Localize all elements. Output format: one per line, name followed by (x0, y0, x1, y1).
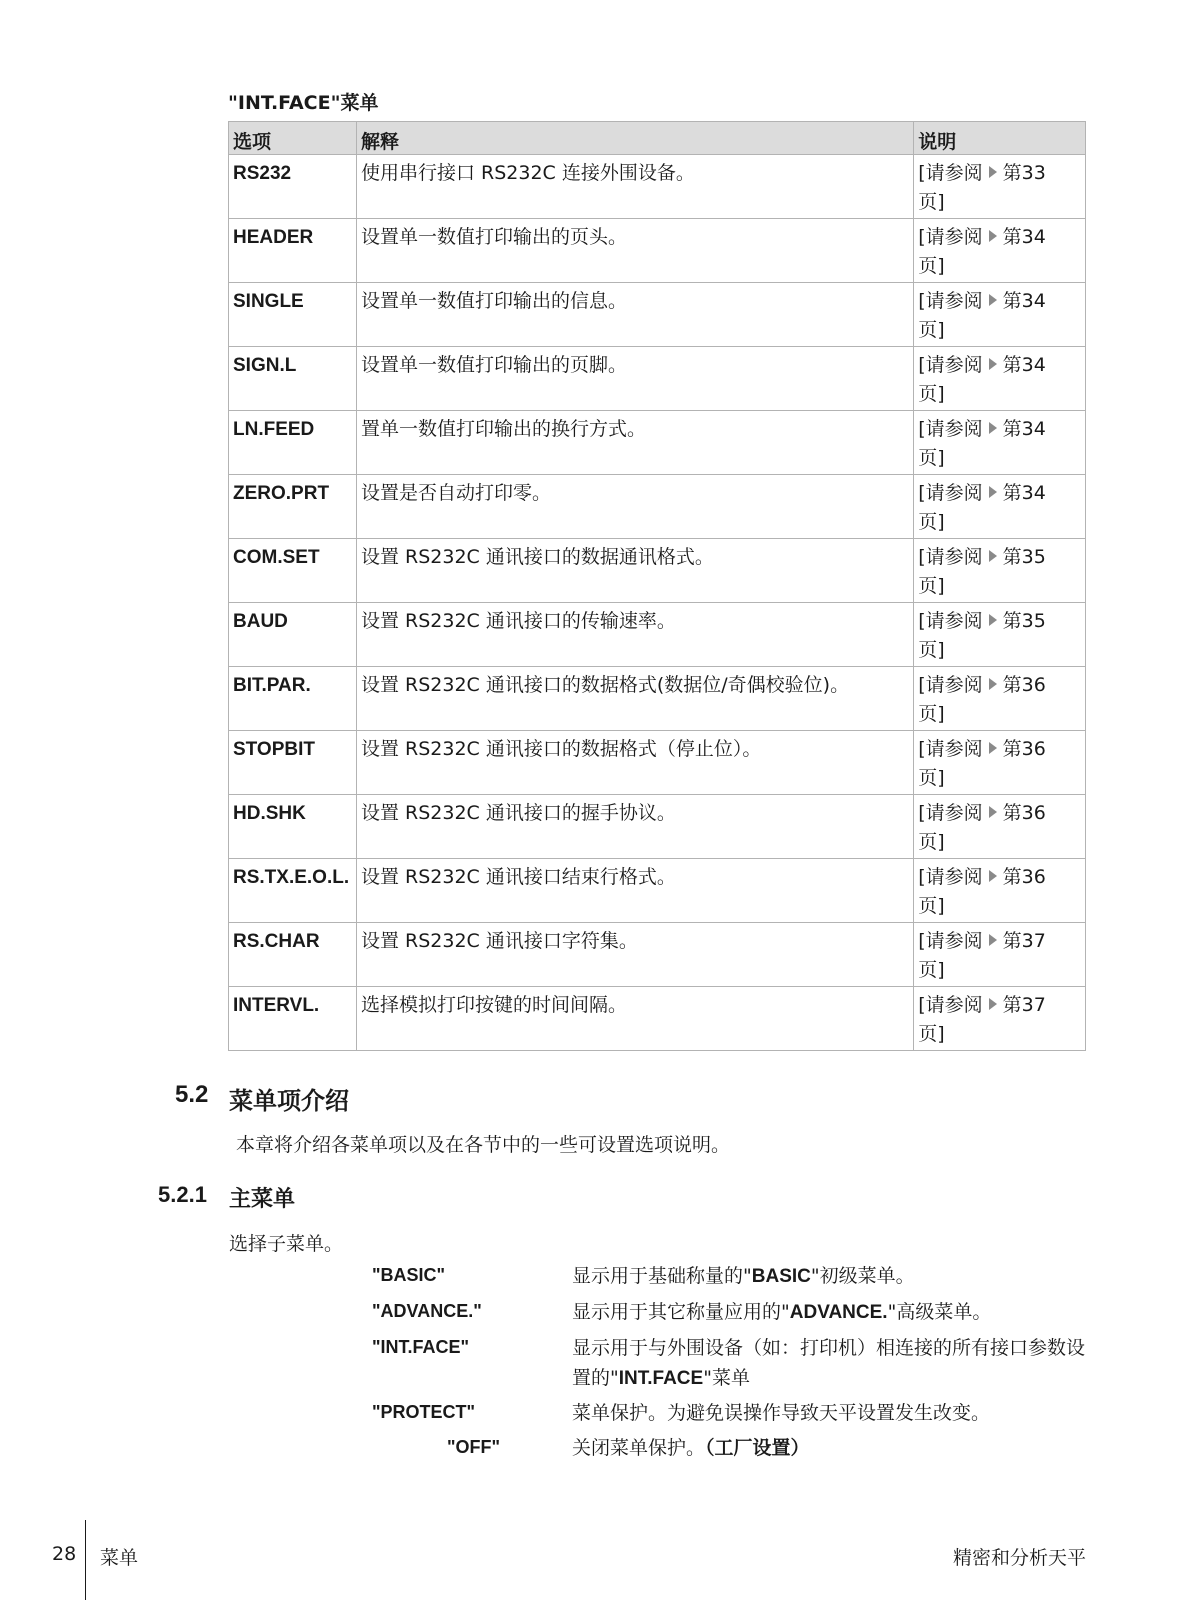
description-cell: 选择模拟打印按键的时间间隔。 (356, 987, 913, 1051)
reference-suffix: 页] (918, 575, 945, 597)
reference-page[interactable]: 第34 (1002, 226, 1046, 248)
reference-cell (914, 155, 1086, 219)
reference-prefix: [请参阅 (918, 610, 983, 632)
reference-suffix: 页] (918, 255, 945, 277)
header-description: 解释 (356, 122, 913, 155)
arrow-right-icon (989, 614, 997, 626)
section-title: 菜单项介绍 (229, 1087, 349, 1115)
table-row (229, 219, 1086, 283)
option-cell: SIGN.L (229, 347, 357, 411)
table-row (229, 347, 1086, 411)
description-cell: 设置单一数值打印输出的页头。 (356, 219, 913, 283)
reference-prefix: [请参阅 (918, 226, 983, 248)
table-row (229, 987, 1086, 1051)
table-header-row (229, 122, 1086, 155)
reference-suffix: 页] (918, 191, 945, 213)
reference-cell (914, 667, 1086, 731)
arrow-right-icon (989, 486, 997, 498)
reference-page[interactable]: 第36 (1002, 674, 1046, 696)
reference-page[interactable]: 第36 (1002, 866, 1046, 888)
reference-suffix: 页] (918, 959, 945, 981)
table-row (229, 795, 1086, 859)
reference-suffix: 页] (918, 639, 945, 661)
reference-prefix: [请参阅 (918, 162, 983, 184)
table-row (229, 475, 1086, 539)
option-cell: SINGLE (229, 283, 357, 347)
reference-cell (914, 539, 1086, 603)
arrow-right-icon (989, 166, 997, 178)
description-cell: 设置是否自动打印零。 (356, 475, 913, 539)
reference-suffix: 页] (918, 511, 945, 533)
reference-cell (914, 987, 1086, 1051)
arrow-right-icon (989, 294, 997, 306)
def-description: 显示用于基础称量的"BASIC"初级菜单。 (572, 1265, 915, 1287)
reference-cell (914, 859, 1086, 923)
description-cell: 设置单一数值打印输出的页脚。 (356, 347, 913, 411)
reference-cell (914, 603, 1086, 667)
def-description: 显示用于与外围设备（如：打印机）相连接的所有接口参数设置的"INT.FACE"菜单 (572, 1337, 1086, 1389)
reference-prefix: [请参阅 (918, 674, 983, 696)
arrow-right-icon (989, 742, 997, 754)
table-row (229, 731, 1086, 795)
def-term: "OFF" (447, 1437, 501, 1457)
reference-page[interactable]: 第36 (1002, 802, 1046, 824)
description-cell: 设置 RS232C 通讯接口的数据格式(数据位/奇偶校验位)。 (356, 667, 913, 731)
reference-page[interactable]: 第33 (1002, 162, 1046, 184)
reference-page[interactable]: 第37 (1002, 994, 1046, 1016)
reference-prefix: [请参阅 (918, 482, 983, 504)
arrow-right-icon (989, 678, 997, 690)
footer-page-number: 28 (52, 1543, 77, 1565)
reference-prefix: [请参阅 (918, 802, 983, 824)
footer-divider (85, 1520, 86, 1600)
reference-suffix: 页] (918, 383, 945, 405)
reference-cell (914, 795, 1086, 859)
reference-suffix: 页] (918, 1023, 945, 1045)
def-description: 关闭菜单保护。（工厂设置） (572, 1437, 810, 1459)
reference-prefix: [请参阅 (918, 354, 983, 376)
description-cell: 设置 RS232C 通讯接口字符集。 (356, 923, 913, 987)
def-description: 菜单保护。为避免误操作导致天平设置发生改变。 (572, 1402, 991, 1424)
description-cell: 设置 RS232C 通讯接口的数据通讯格式。 (356, 539, 913, 603)
subsection-title: 主菜单 (229, 1187, 296, 1212)
footer-section: 菜单 (100, 1547, 139, 1569)
reference-page[interactable]: 第35 (1002, 546, 1046, 568)
reference-prefix: [请参阅 (918, 546, 983, 568)
header-note: 说明 (914, 122, 1086, 155)
reference-suffix: 页] (918, 767, 945, 789)
reference-page[interactable]: 第34 (1002, 354, 1046, 376)
reference-prefix: [请参阅 (918, 290, 983, 312)
option-cell: RS.CHAR (229, 923, 357, 987)
def-term: "PROTECT" (372, 1402, 476, 1422)
description-cell: 设置 RS232C 通讯接口的传输速率。 (356, 603, 913, 667)
reference-prefix: [请参阅 (918, 738, 983, 760)
reference-prefix: [请参阅 (918, 930, 983, 952)
subsection-text: 选择子菜单。 (229, 1233, 344, 1255)
option-cell: HEADER (229, 219, 357, 283)
def-term: "ADVANCE." (372, 1301, 482, 1321)
table-row (229, 923, 1086, 987)
reference-prefix: [请参阅 (918, 866, 983, 888)
arrow-right-icon (989, 998, 997, 1010)
reference-cell (914, 347, 1086, 411)
reference-prefix: [请参阅 (918, 418, 983, 440)
int-face-menu-table (228, 121, 1086, 1051)
description-cell: 设置 RS232C 通讯接口结束行格式。 (356, 859, 913, 923)
reference-cell (914, 923, 1086, 987)
arrow-right-icon (989, 230, 997, 242)
option-cell: COM.SET (229, 539, 357, 603)
subsection-number: 5.2.1 (158, 1182, 207, 1207)
option-cell: INTERVL. (229, 987, 357, 1051)
table-row (229, 155, 1086, 219)
table-row (229, 667, 1086, 731)
footer-product: 精密和分析天平 (952, 1547, 1086, 1569)
reference-prefix: [请参阅 (918, 994, 983, 1016)
def-description: 显示用于其它称量应用的"ADVANCE."高级菜单。 (572, 1301, 992, 1323)
reference-cell (914, 411, 1086, 475)
reference-cell (914, 283, 1086, 347)
reference-cell (914, 731, 1086, 795)
arrow-right-icon (989, 422, 997, 434)
option-cell: HD.SHK (229, 795, 357, 859)
option-cell: LN.FEED (229, 411, 357, 475)
table-row (229, 411, 1086, 475)
table-row (229, 283, 1086, 347)
reference-page[interactable]: 第34 (1002, 290, 1046, 312)
def-term: "INT.FACE" (372, 1337, 470, 1357)
option-cell: RS232 (229, 155, 357, 219)
option-cell: RS.TX.E.O.L. (229, 859, 357, 923)
reference-suffix: 页] (918, 895, 945, 917)
option-cell: BAUD (229, 603, 357, 667)
reference-cell (914, 475, 1086, 539)
description-cell: 置单一数值打印输出的换行方式。 (356, 411, 913, 475)
description-cell: 设置 RS232C 通讯接口的握手协议。 (356, 795, 913, 859)
arrow-right-icon (989, 358, 997, 370)
reference-suffix: 页] (918, 447, 945, 469)
option-cell: ZERO.PRT (229, 475, 357, 539)
table-row (229, 859, 1086, 923)
reference-suffix: 页] (918, 703, 945, 725)
description-cell: 使用串行接口 RS232C 连接外围设备。 (356, 155, 913, 219)
arrow-right-icon (989, 550, 997, 562)
table-body (229, 155, 1086, 1051)
arrow-right-icon (989, 870, 997, 882)
option-cell: BIT.PAR. (229, 667, 357, 731)
description-cell: 设置 RS232C 通讯接口的数据格式（停止位）。 (356, 731, 913, 795)
reference-page[interactable]: 第37 (1002, 930, 1046, 952)
section-number: 5.2 (175, 1081, 209, 1108)
reference-suffix: 页] (918, 831, 945, 853)
arrow-right-icon (989, 806, 997, 818)
reference-page[interactable]: 第36 (1002, 738, 1046, 760)
reference-suffix: 页] (918, 319, 945, 341)
reference-page[interactable]: 第34 (1002, 482, 1046, 504)
reference-cell (914, 219, 1086, 283)
header-option: 选项 (229, 122, 357, 155)
option-cell: STOPBIT (229, 731, 357, 795)
def-term: "BASIC" (372, 1265, 446, 1285)
reference-page[interactable]: 第35 (1002, 610, 1046, 632)
description-cell: 设置单一数值打印输出的信息。 (356, 283, 913, 347)
arrow-right-icon (989, 934, 997, 946)
section-intro: 本章将介绍各菜单项以及在各节中的一些可设置选项说明。 (236, 1134, 731, 1156)
reference-page[interactable]: 第34 (1002, 418, 1046, 440)
table-caption: "INT.FACE"菜单 (228, 92, 379, 114)
table-row (229, 539, 1086, 603)
table-row (229, 603, 1086, 667)
